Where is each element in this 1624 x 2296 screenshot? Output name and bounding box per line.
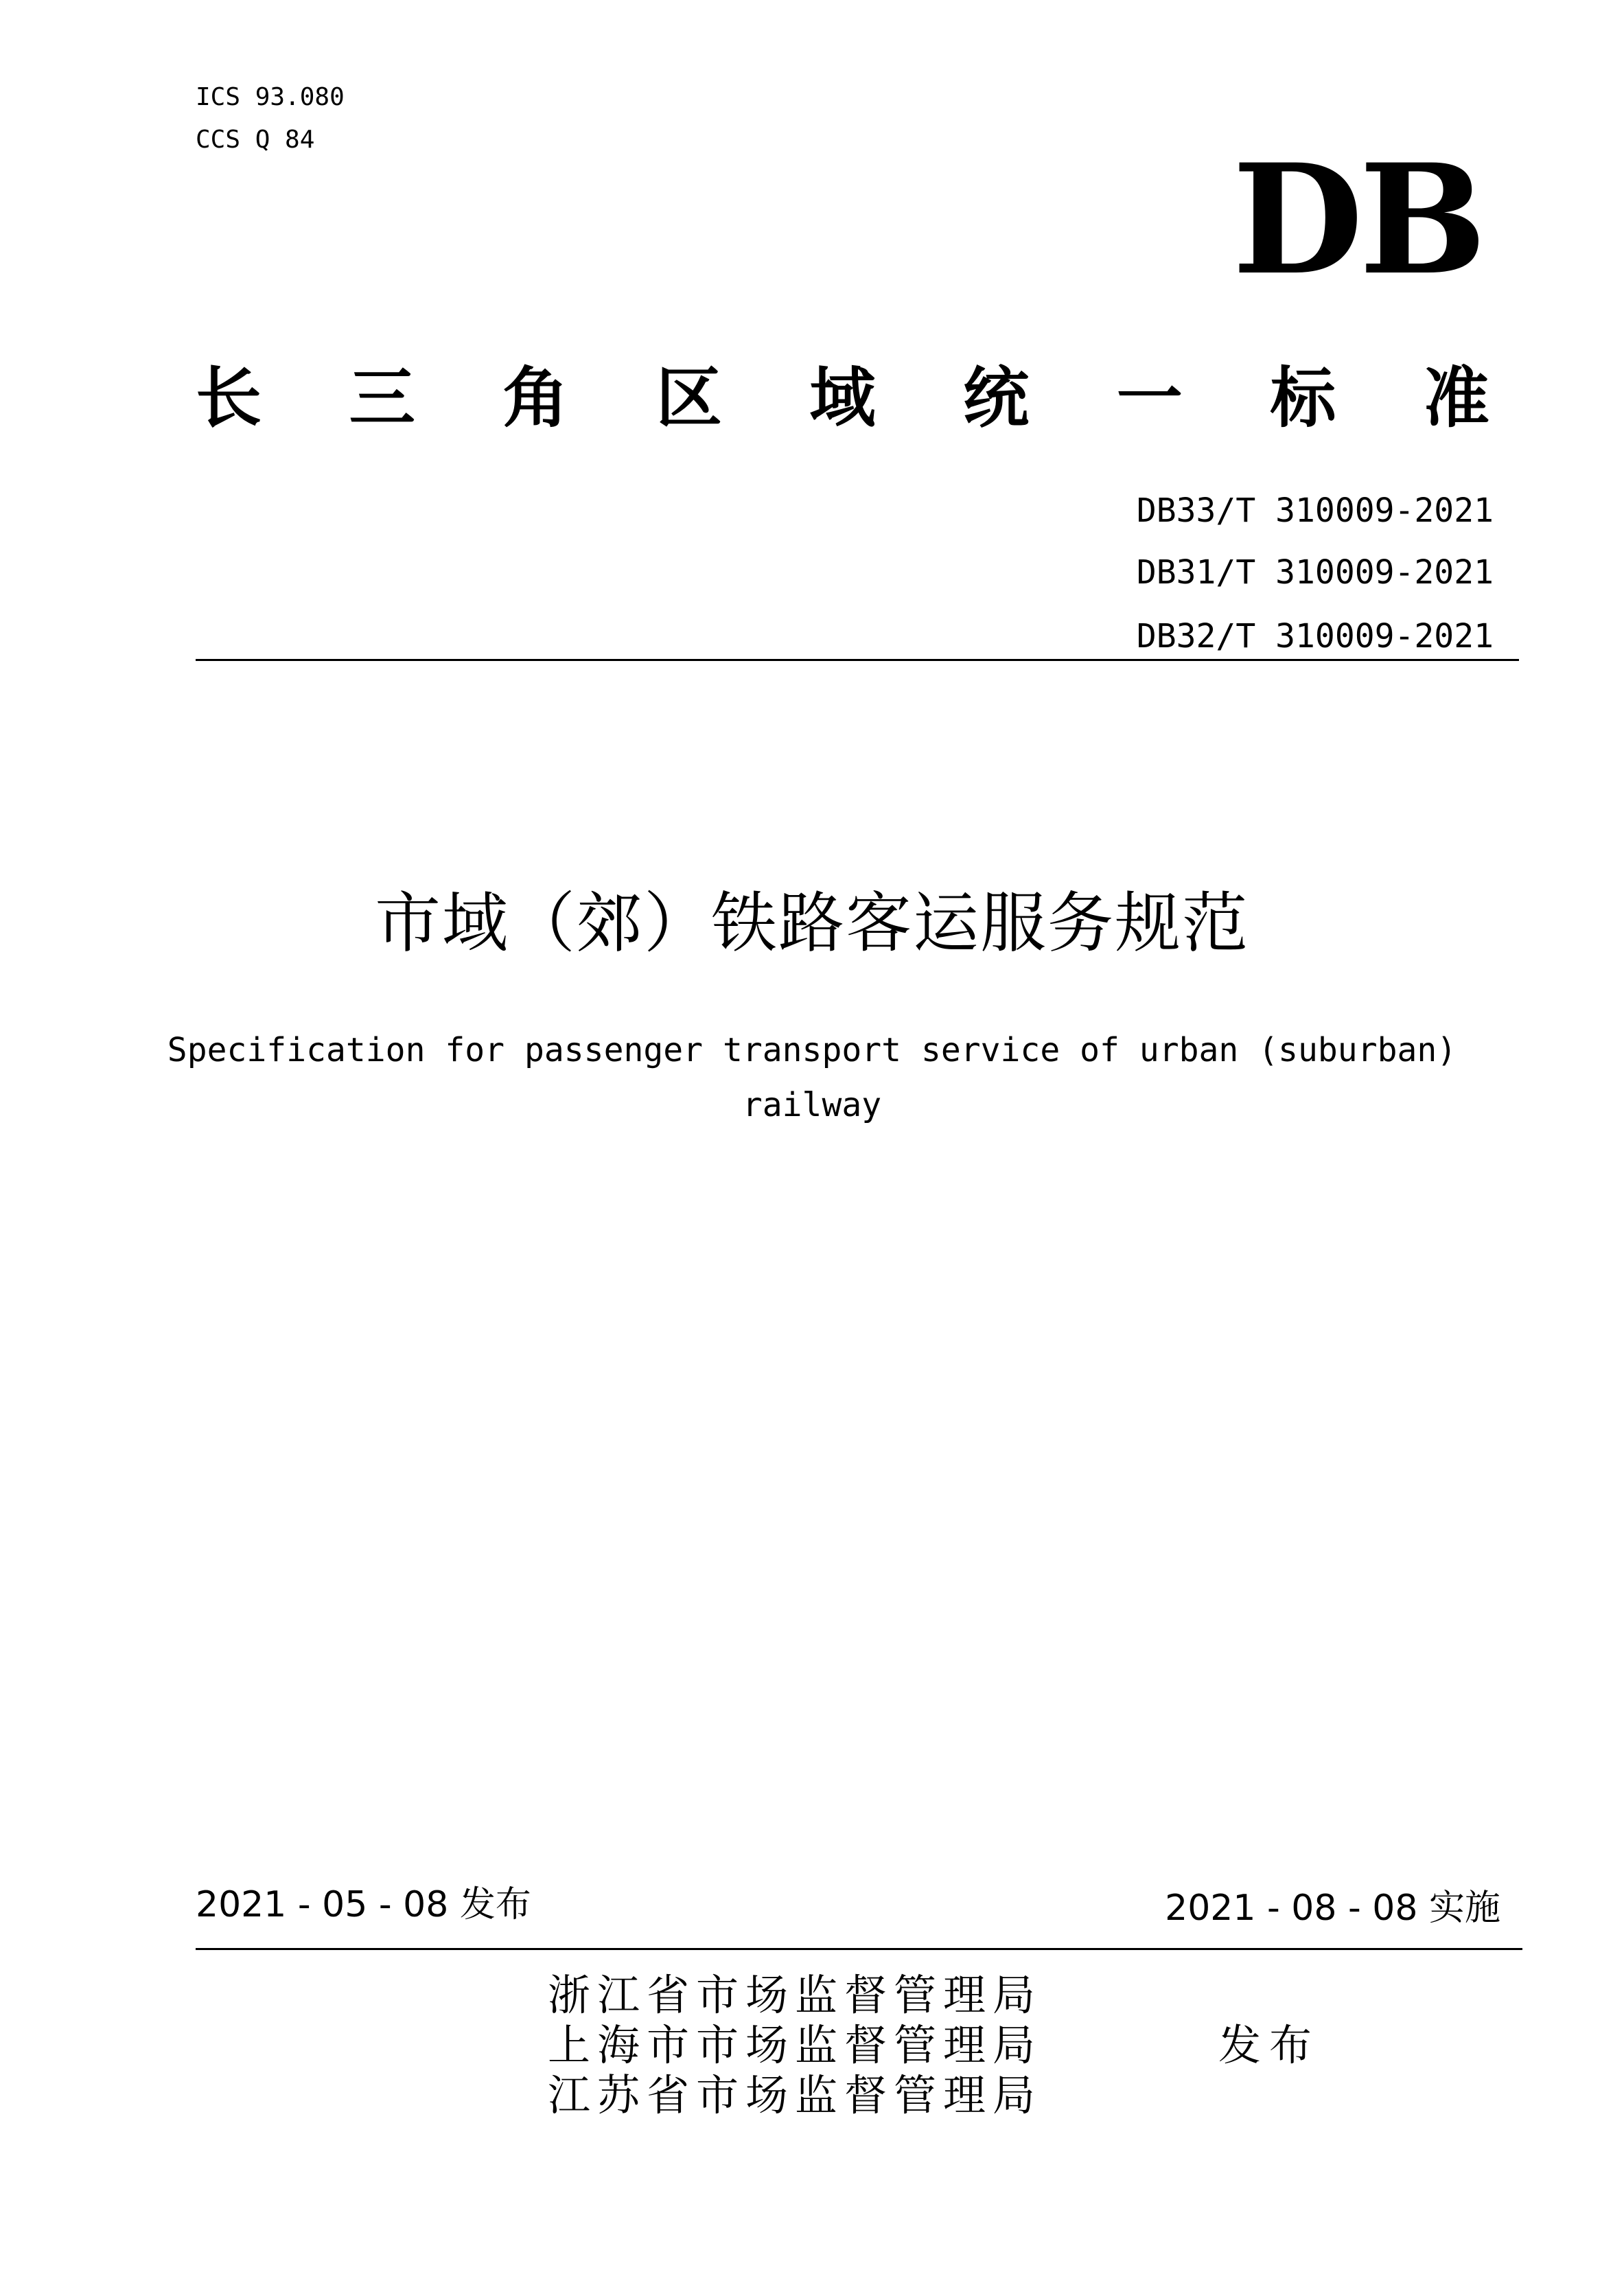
issuer-shanghai: 上海市市场监督管理局 [548, 2020, 1043, 2070]
standard-category-title [196, 357, 1489, 439]
category-char: 一 [1116, 360, 1183, 437]
implement-date: 2021 - 08 - 08 实施 [1165, 1888, 1500, 1929]
standard-number-jiangsu: DB32/T 310009-2021 [1136, 617, 1494, 656]
bottom-divider [196, 1948, 1522, 1950]
category-char: 长 [196, 360, 262, 437]
category-char: 角 [502, 360, 569, 437]
db-logo: DB [1232, 130, 1483, 308]
issuing-authorities [548, 1970, 1042, 2120]
category-char: 标 [1270, 360, 1336, 437]
category-char: 三 [349, 360, 415, 437]
standard-number-zhejiang: DB33/T 310009-2021 [1136, 491, 1494, 530]
category-char: 统 [963, 360, 1030, 437]
issuer-jiangsu: 江苏省市场监督管理局 [548, 2070, 1043, 2120]
publish-date: 2021 - 05 - 08 发布 [196, 1884, 531, 1925]
ccs-code: CCS Q 84 [196, 126, 315, 154]
issuer-zhejiang: 浙江省市场监督管理局 [548, 1970, 1043, 2020]
category-char: 区 [656, 360, 722, 437]
category-char: 域 [809, 360, 876, 437]
publish-label: 发布 [1218, 2020, 1321, 2070]
top-divider [196, 659, 1519, 661]
category-char: 准 [1424, 360, 1489, 437]
document-title-cn: 市域（郊）铁路客运服务规范 [375, 885, 1249, 962]
ics-code: ICS 93.080 [196, 83, 345, 111]
document-title-en: Specification for passenger transport service of urban (suburban) railway [167, 1031, 1457, 1124]
standard-number-shanghai: DB31/T 310009-2021 [1136, 553, 1494, 592]
